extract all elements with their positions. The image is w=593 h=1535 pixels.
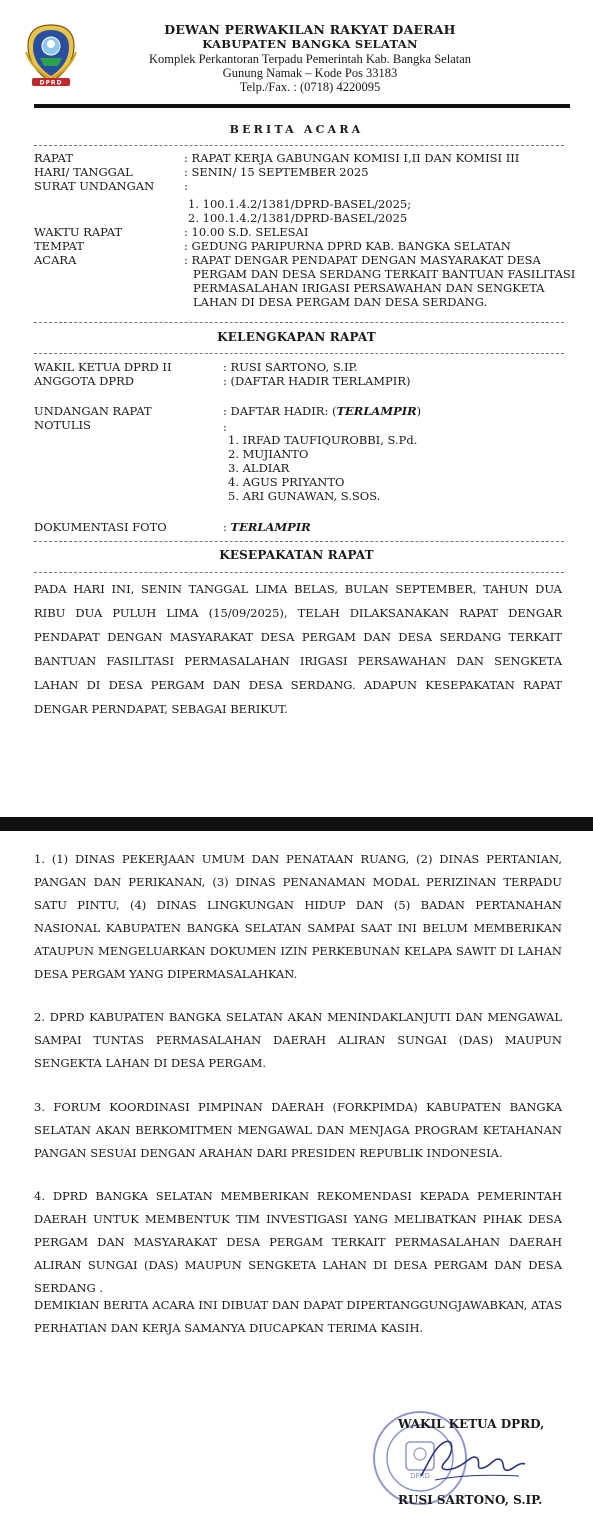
notulis-item-1: 1. IRFAD TAUFIQUROBBI, S.Pd. [228, 433, 418, 447]
notulis-label: NOTULIS [34, 418, 91, 432]
divider [34, 322, 564, 323]
dokumentasi-label: DOKUMENTASI FOTO [34, 520, 167, 534]
surat-item-1: 1. 100.1.4.2/1381/DPRD-BASEL/2025; [188, 197, 412, 211]
info-value-surat: : [184, 179, 188, 193]
wakil-ketua-label: WAKIL KETUA DPRD II [34, 360, 172, 374]
notulis-item-2: 2. MUJIANTO [228, 447, 309, 461]
undangan-label: UNDANGAN RAPAT [34, 404, 152, 418]
divider [34, 145, 564, 146]
undangan-value: : DAFTAR HADIR: (TERLAMPIR) [223, 404, 422, 418]
stamp-text: DPRD [410, 1472, 430, 1480]
kesepakatan-item-1: 1. (1) DINAS PEKERJAAN UMUM DAN PENATAAN RUANG, (2) DINAS PERTANIAN, PANGAN DAN PERIKANAN, (3) DINAS PENANAMAN MODAL PERIZINAN TERPADU SATU PINTU, (4) DINAS LINGKUNGAN HIDUP DAN (5) BADAN PERTANAHAN NASIONAL KABUPATEN BANGKA SELATAN SAMPAI SAAT INI BELUM MEMBERIKAN ATAUPUN MENGELUARKAN DOKUMEN IZIN PERKEBUNAN KELAPA SAWIT DI LAHAN DESA PERGAM YANG DIPERMASALAHKAN. [34, 852, 562, 981]
header-region-name: KABUPATEN BANGKA SELATAN [202, 37, 418, 51]
notulis-item-5: 5. ARI GUNAWAN, S.SOS. [228, 489, 381, 503]
section-title-kesepakatan: KESEPAKATAN RAPAT [219, 548, 374, 562]
info-value-rapat: : RAPAT KERJA GABUNGAN KOMISI I,II DAN KOMISI III [184, 151, 520, 165]
header-postal: Gunung Namak – Kode Pos 33183 [222, 66, 398, 80]
acara-line-2: PERGAM DAN DESA SERDANG TERKAIT BANTUAN FASILITASI [193, 267, 576, 281]
page-break-band [0, 817, 593, 831]
info-label-hari: HARI/ TANGGAL [34, 165, 133, 179]
header-phone: Telp./Fax. : (0718) 4220095 [239, 80, 381, 94]
wakil-ketua-value: : RUSI SARTONO, S.IP. [223, 360, 358, 374]
notulis-value: : [223, 420, 227, 434]
anggota-label: ANGGOTA DPRD [34, 374, 135, 388]
info-value-waktu: : 10.00 S.D. SELESAI [184, 225, 309, 239]
kesepakatan-intro: PADA HARI INI, SENIN TANGGAL LIMA BELAS, BULAN SEPTEMBER, TAHUN DUA RIBU DUA PULUH LIMA (15/09/2025), TELAH DILAKSANAKAN RAPAT DENGAR PENDAPAT DENGAN MASYARAKAT DESA PERGAM DAN DESA SERDANG TERKAIT BANTUAN FASILITASI PERMASALAHAN IRIGASI PERSAWAHAN DAN SENGKETA LAHAN DI DESA PERGAM DAN DESA SERDANG. ADAPUN KESEPAKATAN RAPAT DENGAR PERNDAPAT, SEBAGAI BERIKUT. [34, 582, 562, 716]
divider [34, 572, 564, 573]
divider [34, 541, 564, 542]
acara-line-3: PERMASALAHAN IRIGASI PERSAWAHAN DAN SENGKETA [193, 281, 545, 295]
kesepakatan-item-3: 3. FORUM KOORDINASI PIMPINAN DAERAH (FORKPIMDA) KABUPATEN BANGKA SELATAN AKAN BERKOMITMEN MENGAWAL DAN MENJAGA PROGRAM KETAHANAN PANGAN SESUAI DENGAN ARAHAN DARI PRESIDEN REPUBLIK INDONESIA. [34, 1100, 562, 1160]
anggota-value: : (DAFTAR HADIR TERLAMPIR) [223, 374, 411, 388]
info-label-acara: ACARA [34, 253, 77, 267]
info-label-surat: SURAT UNDANGAN [34, 179, 155, 193]
info-value-acara: : RAPAT DENGAR PENDAPAT DENGAN MASYARAKAT DESA [184, 253, 541, 267]
info-label-rapat: RAPAT [34, 151, 73, 165]
info-label-tempat: TEMPAT [34, 239, 84, 253]
dokumentasi-value: : TERLAMPIR [223, 520, 311, 534]
divider [34, 353, 564, 354]
closing-statement: DEMIKIAN BERITA ACARA INI DIBUAT DAN DAPAT DIPERTANGGUNGJAWABKAN, ATAS PERHATIAN DAN KERJA SAMANYA DIUCAPKAN TERIMA KASIH. [34, 1298, 562, 1335]
info-label-waktu: WAKTU RAPAT [34, 225, 123, 239]
handwritten-signature [415, 1432, 535, 1486]
surat-item-2: 2. 100.1.4.2/1381/DPRD-BASEL/2025 [188, 211, 408, 225]
document-title: BERITA ACARA [229, 123, 364, 136]
header-institution-name: DEWAN PERWAKILAN RAKYAT DAERAH [164, 22, 456, 37]
notulis-item-3: 3. ALDIAR [228, 461, 290, 475]
notulis-item-4: 4. AGUS PRIYANTO [228, 475, 345, 489]
info-value-hari: : SENIN/ 15 SEPTEMBER 2025 [184, 165, 369, 179]
kesepakatan-item-4: 4. DPRD BANGKA SELATAN MEMBERIKAN REKOMENDASI KEPADA PEMERINTAH DAERAH UNTUK MEMBENTUK TIM INVESTIGASI YANG MELIBATKAN PIHAK DESA PERGAM DAN MASYARAKAT DESA PERGAM TERKAIT PERMASALAHAN DAERAH ALIRAN SUNGAI (DAS) MAUPUN SENGKETA LAHAN DI DESA PERGAM DAN DESA SERDANG . [34, 1189, 562, 1295]
header-divider [34, 104, 570, 108]
signatory-name: RUSI SARTONO, S.IP. [398, 1493, 543, 1507]
header-address: Komplek Perkantoran Terpadu Pemerintah Kab. Bangka Selatan [148, 52, 472, 66]
signature-title: WAKIL KETUA DPRD, [398, 1417, 545, 1431]
acara-line-4: LAHAN DI DESA PERGAM DAN DESA SERDANG. [193, 295, 488, 309]
section-title-kelengkapan: KELENGKAPAN RAPAT [217, 330, 376, 344]
logo-text: DPRD [39, 79, 63, 87]
kesepakatan-item-2: 2. DPRD KABUPATEN BANGKA SELATAN AKAN MENINDAKLANJUTI DAN MENGAWAL SAMPAI TUNTAS PERMASALAHAN DAERAH ALIRAN SUNGAI (DAS) MAUPUN SENGEKTA LAHAN DI DESA PERGAM. [34, 1010, 562, 1070]
info-value-tempat: : GEDUNG PARIPURNA DPRD KAB. BANGKA SELATAN [184, 239, 511, 253]
